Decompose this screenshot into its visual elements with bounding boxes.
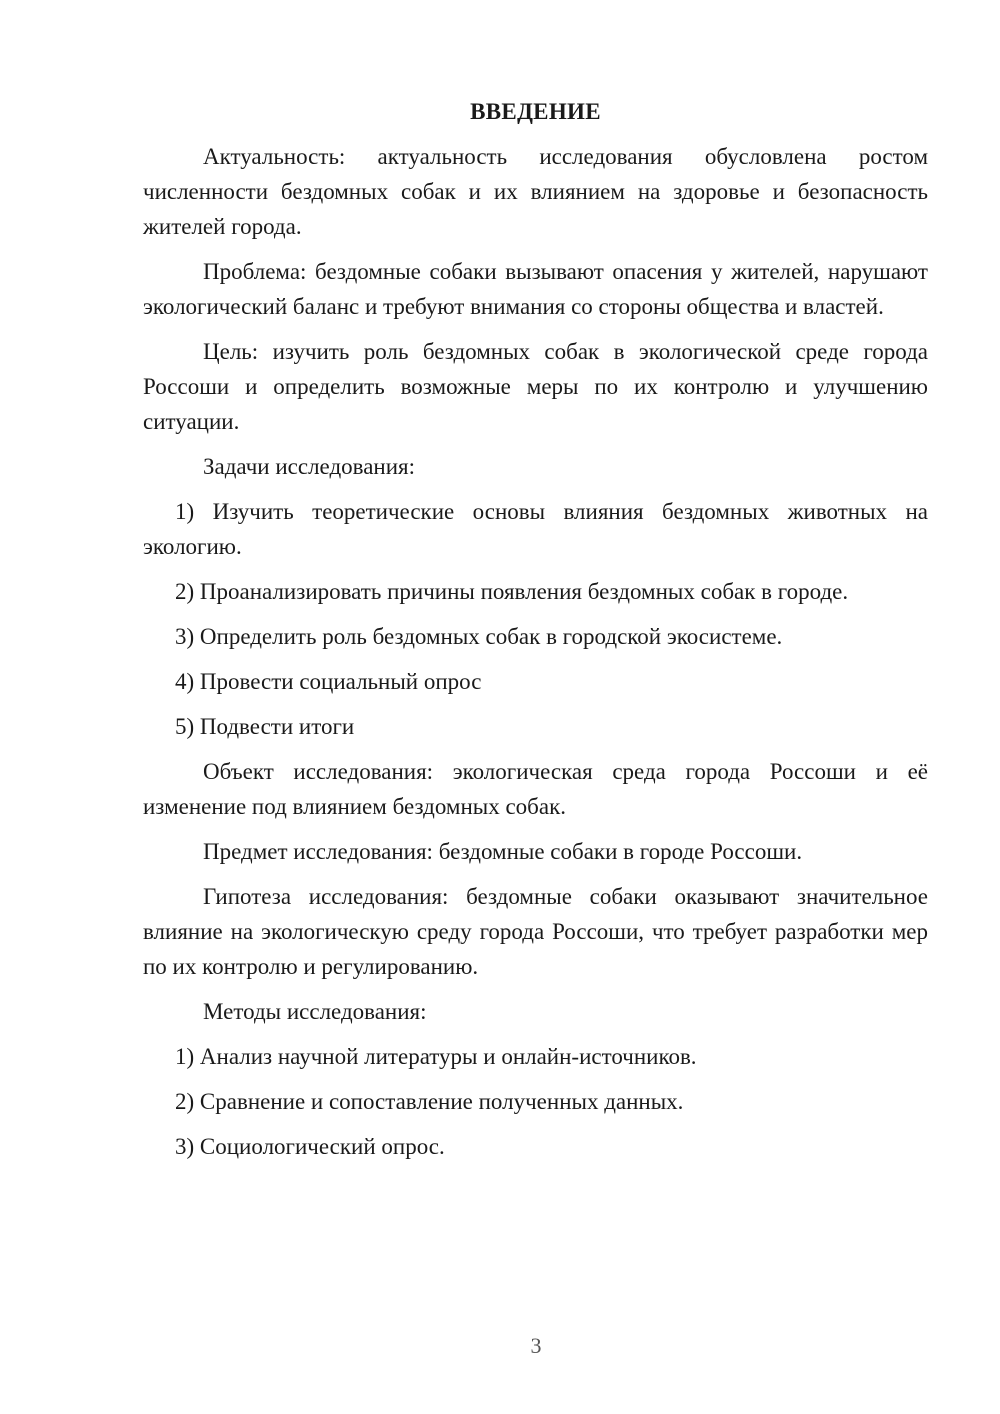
page-content: [143, 95, 928, 1174]
paragraph-subject: Предмет исследования: бездомные собаки в городе Россоши.: [203, 839, 803, 864]
page-number: 3: [530, 1333, 542, 1358]
methods-list: [143, 1039, 928, 1164]
task-item: 5) Подвести итоги: [175, 714, 355, 739]
paragraph-object: Объект исследования: экологическая среда города Россоши и её изменение под влиянием бездомных собак.: [143, 759, 928, 819]
section-heading: ВВЕДЕНИЕ: [470, 99, 601, 124]
task-item: 3) Определить роль бездомных собак в городской экосистеме.: [175, 624, 783, 649]
tasks-list: [143, 494, 928, 744]
method-item: 1) Анализ научной литературы и онлайн-источников.: [175, 1044, 697, 1069]
method-item: 2) Сравнение и сопоставление полученных данных.: [175, 1089, 684, 1114]
task-item: 1) Изучить теоретические основы влияния бездомных животных на экологию.: [143, 499, 928, 559]
task-item: 2) Проанализировать причины появления бездомных собак в городе.: [175, 579, 849, 604]
paragraph-goal: Цель: изучить роль бездомных собак в экологической среде города Россоши и определить возможные меры по их контролю и улучшению ситуации.: [143, 339, 928, 434]
paragraph-hypothesis: Гипотеза исследования: бездомные собаки оказывают значительное влияние на экологическую среду города Россоши, что требует разработки мер по их контролю и регулированию.: [143, 884, 928, 979]
tasks-heading: Задачи исследования:: [203, 454, 416, 479]
paragraph-relevance: Актуальность: актуальность исследования обусловлена ростом численности бездомных собак и их влиянием на здоровье и безопасность жителей города.: [143, 144, 928, 239]
paragraph-problem: Проблема: бездомные собаки вызывают опасения у жителей, нарушают экологический баланс и требуют внимания со стороны общества и властей.: [143, 259, 928, 319]
method-item: 3) Социологический опрос.: [175, 1134, 445, 1159]
task-item: 4) Провести социальный опрос: [175, 669, 482, 694]
methods-heading: Методы исследования:: [203, 999, 427, 1024]
